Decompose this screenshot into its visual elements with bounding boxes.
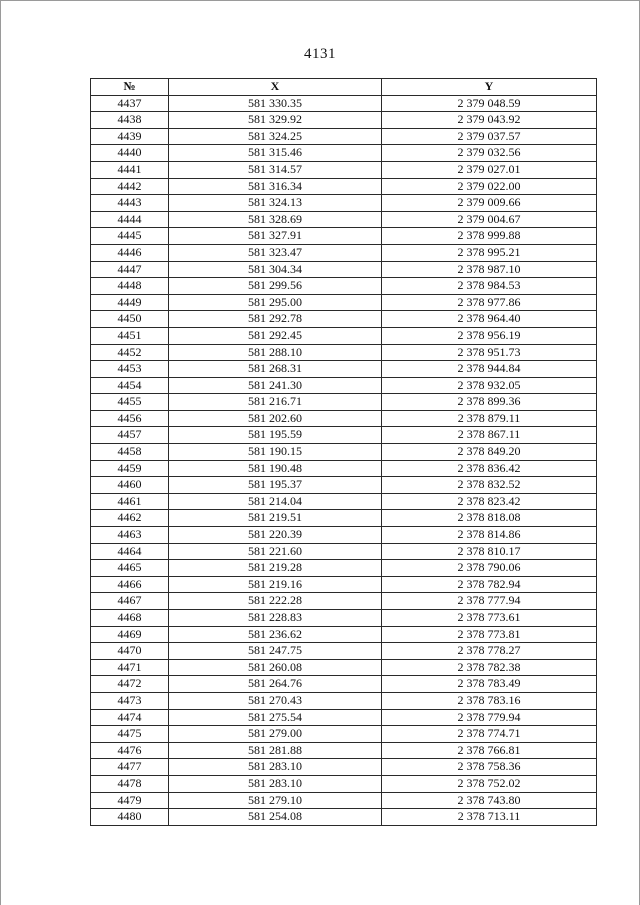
cell-number: 4437 xyxy=(91,95,169,112)
cell-number: 4477 xyxy=(91,759,169,776)
cell-x: 581 295.00 xyxy=(169,294,382,311)
table-row xyxy=(91,427,597,444)
cell-x: 581 292.78 xyxy=(169,311,382,328)
cell-x: 581 316.34 xyxy=(169,178,382,195)
table-row xyxy=(91,527,597,544)
cell-y: 2 378 944.84 xyxy=(382,361,597,378)
table-row xyxy=(91,161,597,178)
cell-x: 581 190.48 xyxy=(169,460,382,477)
cell-number: 4476 xyxy=(91,742,169,759)
header-y: Y xyxy=(382,79,597,96)
table-row xyxy=(91,112,597,129)
cell-x: 581 281.88 xyxy=(169,742,382,759)
cell-x: 581 314.57 xyxy=(169,161,382,178)
cell-y: 2 378 964.40 xyxy=(382,311,597,328)
cell-y: 2 378 779.94 xyxy=(382,709,597,726)
table-row xyxy=(91,410,597,427)
table-row xyxy=(91,195,597,212)
cell-number: 4479 xyxy=(91,792,169,809)
table-row xyxy=(91,626,597,643)
cell-y: 2 378 773.61 xyxy=(382,610,597,627)
cell-number: 4443 xyxy=(91,195,169,212)
cell-number: 4460 xyxy=(91,477,169,494)
cell-y: 2 378 713.11 xyxy=(382,809,597,826)
cell-y: 2 378 867.11 xyxy=(382,427,597,444)
table-row xyxy=(91,311,597,328)
cell-number: 4467 xyxy=(91,593,169,610)
cell-y: 2 378 790.06 xyxy=(382,560,597,577)
cell-y: 2 378 774.71 xyxy=(382,726,597,743)
cell-x: 581 283.10 xyxy=(169,759,382,776)
cell-x: 581 324.13 xyxy=(169,195,382,212)
table-body xyxy=(91,95,597,825)
cell-y: 2 378 782.94 xyxy=(382,576,597,593)
cell-number: 4471 xyxy=(91,659,169,676)
cell-x: 581 236.62 xyxy=(169,626,382,643)
cell-number: 4458 xyxy=(91,444,169,461)
cell-x: 581 190.15 xyxy=(169,444,382,461)
table-row xyxy=(91,775,597,792)
table-row xyxy=(91,692,597,709)
cell-number: 4466 xyxy=(91,576,169,593)
cell-x: 581 304.34 xyxy=(169,261,382,278)
cell-y: 2 378 836.42 xyxy=(382,460,597,477)
table-row xyxy=(91,444,597,461)
cell-x: 581 329.92 xyxy=(169,112,382,129)
cell-number: 4452 xyxy=(91,344,169,361)
table-row xyxy=(91,477,597,494)
cell-y: 2 378 782.38 xyxy=(382,659,597,676)
table-row xyxy=(91,676,597,693)
cell-x: 581 247.75 xyxy=(169,643,382,660)
cell-number: 4451 xyxy=(91,327,169,344)
cell-y: 2 379 009.66 xyxy=(382,195,597,212)
cell-y: 2 378 777.94 xyxy=(382,593,597,610)
cell-number: 4470 xyxy=(91,643,169,660)
cell-x: 581 241.30 xyxy=(169,377,382,394)
cell-x: 581 221.60 xyxy=(169,543,382,560)
cell-y: 2 378 783.16 xyxy=(382,692,597,709)
table-row xyxy=(91,543,597,560)
cell-y: 2 378 818.08 xyxy=(382,510,597,527)
cell-x: 581 264.76 xyxy=(169,676,382,693)
table-row xyxy=(91,327,597,344)
cell-y: 2 378 810.17 xyxy=(382,543,597,560)
cell-y: 2 378 773.81 xyxy=(382,626,597,643)
cell-y: 2 378 999.88 xyxy=(382,228,597,245)
cell-x: 581 220.39 xyxy=(169,527,382,544)
table-row xyxy=(91,659,597,676)
table-row xyxy=(91,576,597,593)
table-row xyxy=(91,394,597,411)
cell-y: 2 378 766.81 xyxy=(382,742,597,759)
cell-y: 2 379 004.67 xyxy=(382,211,597,228)
cell-y: 2 379 048.59 xyxy=(382,95,597,112)
table-row xyxy=(91,344,597,361)
cell-y: 2 378 783.49 xyxy=(382,676,597,693)
cell-number: 4442 xyxy=(91,178,169,195)
cell-number: 4468 xyxy=(91,610,169,627)
table-row xyxy=(91,560,597,577)
cell-x: 581 330.35 xyxy=(169,95,382,112)
cell-x: 581 222.28 xyxy=(169,593,382,610)
cell-x: 581 216.71 xyxy=(169,394,382,411)
cell-y: 2 379 043.92 xyxy=(382,112,597,129)
cell-x: 581 315.46 xyxy=(169,145,382,162)
header-number: № xyxy=(91,79,169,96)
cell-y: 2 378 743.80 xyxy=(382,792,597,809)
cell-y: 2 379 032.56 xyxy=(382,145,597,162)
cell-x: 581 254.08 xyxy=(169,809,382,826)
table-row xyxy=(91,643,597,660)
cell-y: 2 378 849.20 xyxy=(382,444,597,461)
page-border-left xyxy=(0,0,1,905)
cell-x: 581 260.08 xyxy=(169,659,382,676)
cell-x: 581 288.10 xyxy=(169,344,382,361)
cell-number: 4469 xyxy=(91,626,169,643)
cell-x: 581 219.51 xyxy=(169,510,382,527)
page-border-top xyxy=(0,0,640,1)
cell-x: 581 279.10 xyxy=(169,792,382,809)
cell-y: 2 378 987.10 xyxy=(382,261,597,278)
cell-y: 2 378 995.21 xyxy=(382,244,597,261)
cell-x: 581 324.25 xyxy=(169,128,382,145)
table-row xyxy=(91,211,597,228)
cell-x: 581 327.91 xyxy=(169,228,382,245)
cell-y: 2 379 037.57 xyxy=(382,128,597,145)
table-row xyxy=(91,593,597,610)
table-row xyxy=(91,510,597,527)
cell-number: 4472 xyxy=(91,676,169,693)
cell-x: 581 292.45 xyxy=(169,327,382,344)
cell-number: 4450 xyxy=(91,311,169,328)
table-row xyxy=(91,244,597,261)
cell-x: 581 283.10 xyxy=(169,775,382,792)
cell-y: 2 379 022.00 xyxy=(382,178,597,195)
cell-number: 4475 xyxy=(91,726,169,743)
cell-number: 4456 xyxy=(91,410,169,427)
table-row xyxy=(91,493,597,510)
cell-number: 4454 xyxy=(91,377,169,394)
cell-y: 2 378 879.11 xyxy=(382,410,597,427)
cell-x: 581 219.28 xyxy=(169,560,382,577)
cell-x: 581 279.00 xyxy=(169,726,382,743)
table-row xyxy=(91,726,597,743)
cell-x: 581 228.83 xyxy=(169,610,382,627)
table-row xyxy=(91,460,597,477)
cell-y: 2 378 984.53 xyxy=(382,278,597,295)
cell-number: 4465 xyxy=(91,560,169,577)
table-row xyxy=(91,377,597,394)
table-row xyxy=(91,278,597,295)
cell-x: 581 195.59 xyxy=(169,427,382,444)
cell-number: 4449 xyxy=(91,294,169,311)
cell-number: 4455 xyxy=(91,394,169,411)
cell-number: 4464 xyxy=(91,543,169,560)
cell-number: 4447 xyxy=(91,261,169,278)
cell-y: 2 378 899.36 xyxy=(382,394,597,411)
table-row xyxy=(91,809,597,826)
cell-number: 4444 xyxy=(91,211,169,228)
cell-x: 581 275.54 xyxy=(169,709,382,726)
cell-x: 581 214.04 xyxy=(169,493,382,510)
header-row xyxy=(91,79,597,96)
cell-number: 4441 xyxy=(91,161,169,178)
cell-number: 4446 xyxy=(91,244,169,261)
table-row xyxy=(91,261,597,278)
cell-number: 4439 xyxy=(91,128,169,145)
cell-y: 2 378 752.02 xyxy=(382,775,597,792)
table-row xyxy=(91,759,597,776)
cell-x: 581 268.31 xyxy=(169,361,382,378)
cell-x: 581 270.43 xyxy=(169,692,382,709)
cell-x: 581 328.69 xyxy=(169,211,382,228)
table-row xyxy=(91,361,597,378)
cell-number: 4440 xyxy=(91,145,169,162)
cell-x: 581 323.47 xyxy=(169,244,382,261)
cell-y: 2 378 951.73 xyxy=(382,344,597,361)
cell-number: 4462 xyxy=(91,510,169,527)
table-row xyxy=(91,742,597,759)
table-row xyxy=(91,95,597,112)
cell-y: 2 378 778.27 xyxy=(382,643,597,660)
table-row xyxy=(91,294,597,311)
cell-y: 2 378 758.36 xyxy=(382,759,597,776)
cell-number: 4480 xyxy=(91,809,169,826)
table-row xyxy=(91,178,597,195)
page-number: 4131 xyxy=(304,46,336,62)
table-header xyxy=(91,79,597,96)
cell-y: 2 378 814.86 xyxy=(382,527,597,544)
cell-number: 4445 xyxy=(91,228,169,245)
cell-number: 4457 xyxy=(91,427,169,444)
cell-number: 4461 xyxy=(91,493,169,510)
cell-y: 2 378 977.86 xyxy=(382,294,597,311)
cell-y: 2 378 956.19 xyxy=(382,327,597,344)
table-row xyxy=(91,228,597,245)
cell-number: 4478 xyxy=(91,775,169,792)
cell-x: 581 219.16 xyxy=(169,576,382,593)
table-row xyxy=(91,145,597,162)
cell-x: 581 299.56 xyxy=(169,278,382,295)
cell-y: 2 378 823.42 xyxy=(382,493,597,510)
cell-number: 4448 xyxy=(91,278,169,295)
cell-number: 4459 xyxy=(91,460,169,477)
table-row xyxy=(91,792,597,809)
cell-number: 4474 xyxy=(91,709,169,726)
cell-number: 4453 xyxy=(91,361,169,378)
cell-number: 4438 xyxy=(91,112,169,129)
cell-y: 2 378 932.05 xyxy=(382,377,597,394)
cell-y: 2 379 027.01 xyxy=(382,161,597,178)
cell-number: 4473 xyxy=(91,692,169,709)
cell-number: 4463 xyxy=(91,527,169,544)
cell-x: 581 195.37 xyxy=(169,477,382,494)
cell-y: 2 378 832.52 xyxy=(382,477,597,494)
cell-x: 581 202.60 xyxy=(169,410,382,427)
header-x: X xyxy=(169,79,382,96)
table-row xyxy=(91,128,597,145)
coordinates-table xyxy=(90,78,597,826)
table-row xyxy=(91,610,597,627)
table-row xyxy=(91,709,597,726)
